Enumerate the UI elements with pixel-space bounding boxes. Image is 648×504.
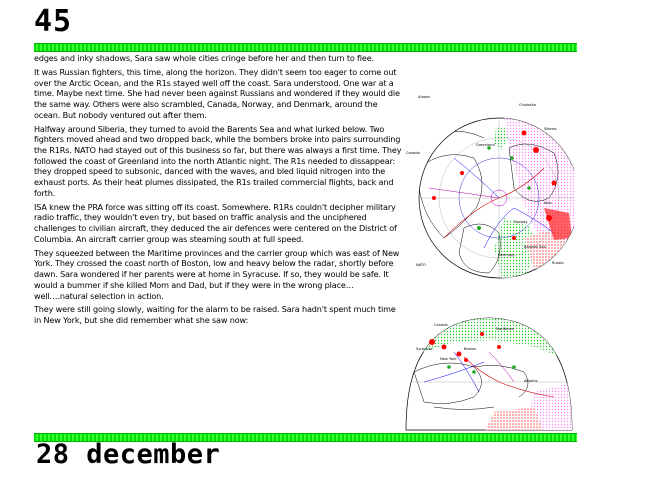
map-label: Boston <box>464 347 477 351</box>
map-label: Greenland <box>476 143 495 147</box>
atlantic-map <box>404 312 574 432</box>
map-label: Barents Sea <box>524 245 546 249</box>
map-label: Alaska <box>418 95 430 99</box>
marker <box>460 171 464 175</box>
paragraph: They were still going slowly, waiting for the alarm to be raised. Sara hadn't spent much time in New York, but she did remember what she saw now: <box>34 304 396 326</box>
paragraph: Halfway around Siberia, they turned to avoid the Barents Sea and what lurked below. Two fighters moved ahead and two dropped back, while the bombers broke into pairs surrounding the R1Rs. NATO had stayed out of this business so far, but there was always a first time. They followed the coast of Greenland into the north Atlantic night. The R1s needed to dissappear: they dropped speed to subsonic, danced with the waves, and bled liquid nitrogen into the exhaust ports. As their heat plumes dissipated, the R1s trailed commercial flights, back and forth. <box>34 123 402 198</box>
marker <box>497 345 501 349</box>
map-label: Maritimes <box>496 327 514 331</box>
arctic-map <box>404 88 574 300</box>
marker <box>477 226 481 230</box>
map-label: NATO <box>416 263 426 267</box>
map-label: New York <box>440 357 457 361</box>
body-text <box>34 53 404 431</box>
map-label: Russia <box>552 261 564 265</box>
map-label: Siberia <box>544 127 557 131</box>
marker <box>527 186 531 190</box>
marker <box>522 131 527 136</box>
map-label: Denmark <box>498 253 515 257</box>
marker <box>480 332 484 336</box>
marker <box>447 365 451 369</box>
marker <box>432 196 436 200</box>
paragraph: edges and inky shadows, Sara saw whole cities cringe before her and then turn to flee. <box>34 53 374 63</box>
paragraph: They squeezed between the Maritime provinces and the carrier group which was east of New York. They crossed the coast north of Boston, low and heavy below the radar, shortly before dawn. Sara wondered if her parents were at home in Syracuse. If so, they would be safe. It would a bummer if she killed Mom and Dad, but if they were in the wrong place…well….natural selection in action. <box>34 247 400 301</box>
marker <box>472 370 476 374</box>
marker <box>533 147 539 153</box>
map-label: Syracuse <box>416 347 433 351</box>
top-divider <box>34 43 577 52</box>
map-label: Canada <box>434 323 448 327</box>
map-label: Norway <box>514 220 528 224</box>
paragraph: ISA knew the PRA force was sitting off its coast. Somewhere. R1Rs couldn't decipher military radio traffic, they wouldn't even try, but based on traffic analysis and the unciphered challenges to civilian aircraft, they deduced the air defences were centered on the District of Columbia. An aircraft carrier group was steaming south at full speed. <box>34 201 397 244</box>
paragraph: It was Russian fighters, this time, along the horizon. They didn't seem too eager to come out over the Arctic Ocean, and the R1s stayed well off the coast. Sara understood. One war at a time. Maybe next time. She had never been against Russians and wondered if they would die the same way. Others were also scrambled, Canada, Norway, and Denmark, around the ocean. But nobody ventured out after them. <box>34 66 400 120</box>
map-label: Canada <box>406 151 420 155</box>
marker <box>510 156 514 160</box>
map-label: Chukotka <box>519 103 536 107</box>
marker <box>552 181 557 186</box>
marker <box>512 365 516 369</box>
page-number: 45 <box>34 4 73 39</box>
marker <box>442 345 447 350</box>
map-label: Kola <box>544 201 552 205</box>
marker <box>512 236 516 240</box>
marker <box>457 352 462 357</box>
marker <box>464 358 468 362</box>
marker <box>546 215 552 221</box>
date-footer: 28 december <box>36 439 221 470</box>
marker <box>429 339 435 345</box>
map-label: Atlantic <box>524 379 538 383</box>
